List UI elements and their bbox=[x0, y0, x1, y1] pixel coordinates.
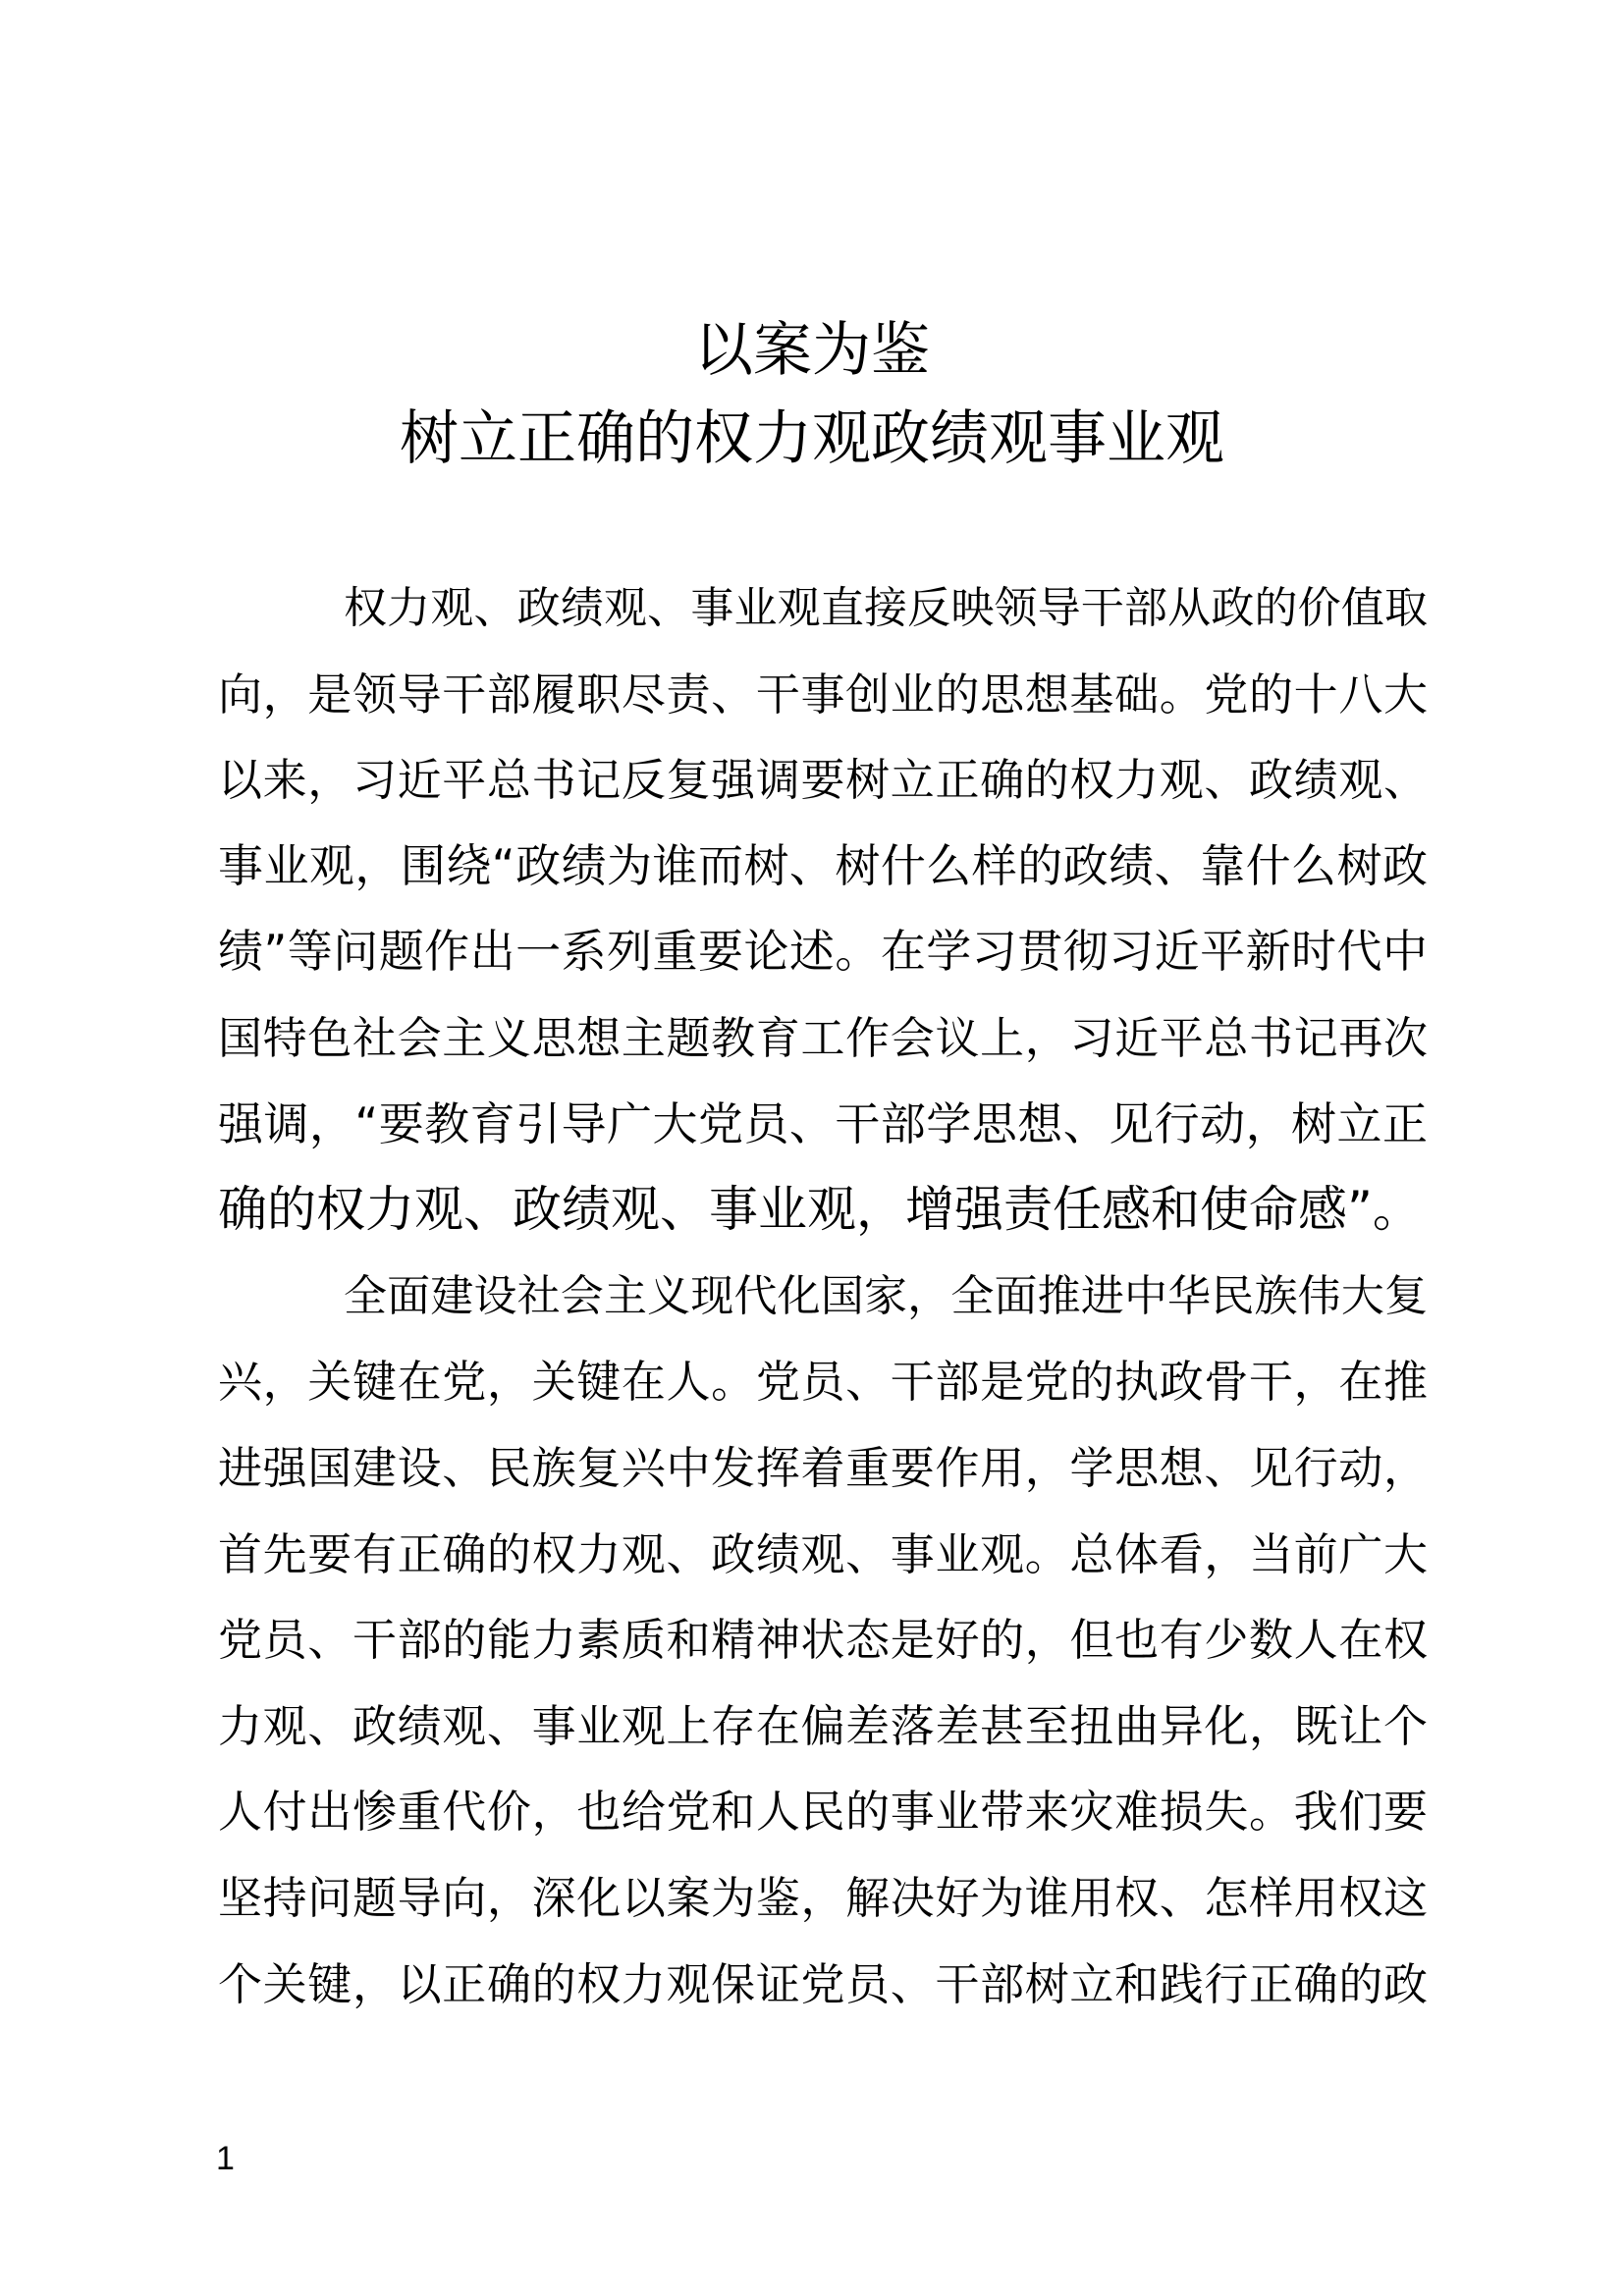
paragraph-line: 国特色社会主义思想主题教育工作会议上，习近平总书记再次 bbox=[218, 1011, 1428, 1064]
document-body bbox=[218, 565, 1428, 2027]
paragraph-line: 向，是领导干部履职尽责、干事创业的思想基础。党的十八大 bbox=[218, 667, 1428, 721]
paragraph-line: 首先要有正确的权力观、政绩观、事业观。总体看，当前广大 bbox=[218, 1527, 1428, 1580]
paragraph bbox=[218, 565, 1428, 1254]
page-number: 1 bbox=[216, 2140, 235, 2177]
paragraph-line: 强调，“要教育引导广大党员、干部学思想、见行动，树立正 bbox=[218, 1096, 1428, 1150]
paragraph-line: 个关键，以正确的权力观保证党员、干部树立和践行正确的政 bbox=[218, 1957, 1428, 2010]
paragraph-line: 事业观，围绕“政绩为谁而树、树什么样的政绩、靠什么树政 bbox=[218, 838, 1428, 892]
paragraph-line: 党员、干部的能力素质和精神状态是好的，但也有少数人在权 bbox=[218, 1614, 1428, 1667]
document-title-line1: 以案为鉴 bbox=[694, 316, 930, 385]
paragraph-line: 以来，习近平总书记反复强调要树立正确的权力观、政绩观、 bbox=[218, 754, 1428, 807]
paragraph-line: 绩”等问题作出一系列重要论述。在学习贯彻习近平新时代中 bbox=[218, 925, 1428, 979]
paragraph-line: 力观、政绩观、事业观上存在偏差落差甚至扭曲异化，既让个 bbox=[218, 1699, 1428, 1752]
paragraph-line: 权力观、政绩观、事业观直接反映领导干部从政的价值取 bbox=[344, 583, 1428, 633]
paragraph-line: 确的权力观、政绩观、事业观，增强责任感和使命感”。 bbox=[218, 1181, 1422, 1239]
paragraph-line: 进强国建设、民族复兴中发挥着重要作用，学思想、见行动， bbox=[218, 1441, 1428, 1494]
document-title-line2: 树立正确的权力观政绩观事业观 bbox=[400, 404, 1224, 473]
paragraph-line: 兴，关键在党，关键在人。党员、干部是党的执政骨干，在推 bbox=[218, 1356, 1428, 1409]
paragraph-line: 全面建设社会主义现代化国家，全面推进中华民族伟大复 bbox=[344, 1270, 1428, 1321]
paragraph bbox=[218, 1254, 1428, 2027]
paragraph-line: 坚持问题导向，深化以案为鉴，解决好为谁用权、怎样用权这 bbox=[218, 1871, 1428, 1924]
paragraph-line: 人付出惨重代价，也给党和人民的事业带来灾难损失。我们要 bbox=[218, 1786, 1428, 1839]
